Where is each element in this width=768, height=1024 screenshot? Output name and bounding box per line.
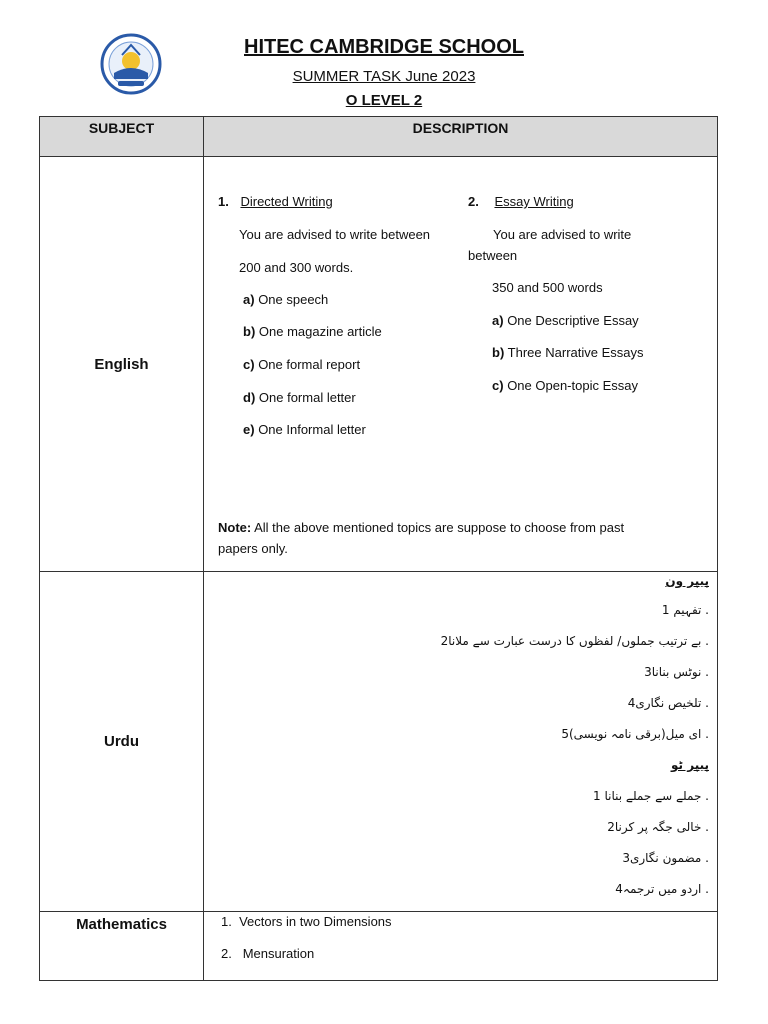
level-title: O LEVEL 2 bbox=[345, 92, 423, 109]
math-item: 2. Mensuration bbox=[221, 946, 315, 961]
dw-item: d) One formal letter bbox=[243, 390, 356, 405]
paper2-heading: پیپر ٹو bbox=[671, 758, 709, 772]
math-row bbox=[40, 912, 718, 981]
urdu-row bbox=[40, 572, 718, 912]
ew-item: c) One Open-topic Essay bbox=[492, 378, 638, 393]
ew-instruction-1: You are advised to write bbox=[493, 227, 632, 242]
summer-task-table bbox=[39, 116, 718, 981]
math-subject: Mathematics bbox=[40, 912, 204, 981]
dw-instruction-2: 200 and 300 words. bbox=[239, 260, 354, 275]
essay-writing-num: 2. bbox=[468, 194, 479, 209]
urdu-item: . جملے سے جملے بنانا 1 bbox=[593, 789, 709, 803]
ew-instruction-1b: between bbox=[468, 248, 518, 263]
english-description bbox=[204, 157, 717, 571]
urdu-description bbox=[204, 572, 717, 911]
urdu-item: . تلخیص نگاری4 bbox=[627, 696, 709, 710]
urdu-item: . ای میل(برقی نامہ نویسی)5 bbox=[561, 727, 709, 741]
ew-item: b) Three Narrative Essays bbox=[492, 345, 644, 360]
urdu-item: . مضمون نگاری3 bbox=[622, 851, 709, 865]
urdu-item: . نوٹس بنانا3 bbox=[644, 665, 709, 679]
urdu-item: . خالی جگہ پر کرنا2 bbox=[607, 820, 709, 834]
essay-writing-title: Essay Writing bbox=[494, 194, 574, 209]
english-subject: English bbox=[40, 157, 204, 572]
urdu-item: . تفہیم 1 bbox=[661, 603, 709, 617]
dw-item: e) One Informal letter bbox=[243, 422, 366, 437]
math-item: 1. Vectors in two Dimensions bbox=[221, 914, 392, 929]
note-text-2: papers only. bbox=[218, 541, 288, 556]
urdu-item: . بے ترتیب جملوں/ لفظوں کا درست عبارت سے ملانا2 bbox=[440, 634, 709, 648]
urdu-item: . اردو میں ترجمہ4 bbox=[615, 882, 709, 896]
ew-instruction-2: 350 and 500 words bbox=[492, 280, 603, 295]
english-row bbox=[40, 157, 718, 572]
directed-writing-num: 1. bbox=[218, 194, 229, 209]
dw-item: a) One speech bbox=[243, 292, 329, 307]
math-description bbox=[204, 912, 717, 980]
school-name: HITEC CAMBRIDGE SCHOOL bbox=[244, 36, 524, 58]
note-label: Note: bbox=[218, 520, 252, 535]
dw-item: b) One magazine article bbox=[243, 324, 382, 339]
description-header: DESCRIPTION bbox=[204, 117, 718, 157]
ew-item: a) One Descriptive Essay bbox=[492, 313, 639, 328]
directed-writing-title: Directed Writing bbox=[240, 194, 333, 209]
paper1-heading: پیپر ون bbox=[665, 574, 709, 588]
dw-item: c) One formal report bbox=[243, 357, 361, 372]
dw-instruction-1: You are advised to write between bbox=[239, 227, 431, 242]
english-note bbox=[218, 520, 624, 535]
task-title: SUMMER TASK June 2023 bbox=[292, 68, 476, 85]
subject-header: SUBJECT bbox=[40, 117, 204, 157]
urdu-subject: Urdu bbox=[40, 572, 204, 912]
note-text: All the above mentioned topics are suppose to choose from past bbox=[254, 520, 625, 535]
